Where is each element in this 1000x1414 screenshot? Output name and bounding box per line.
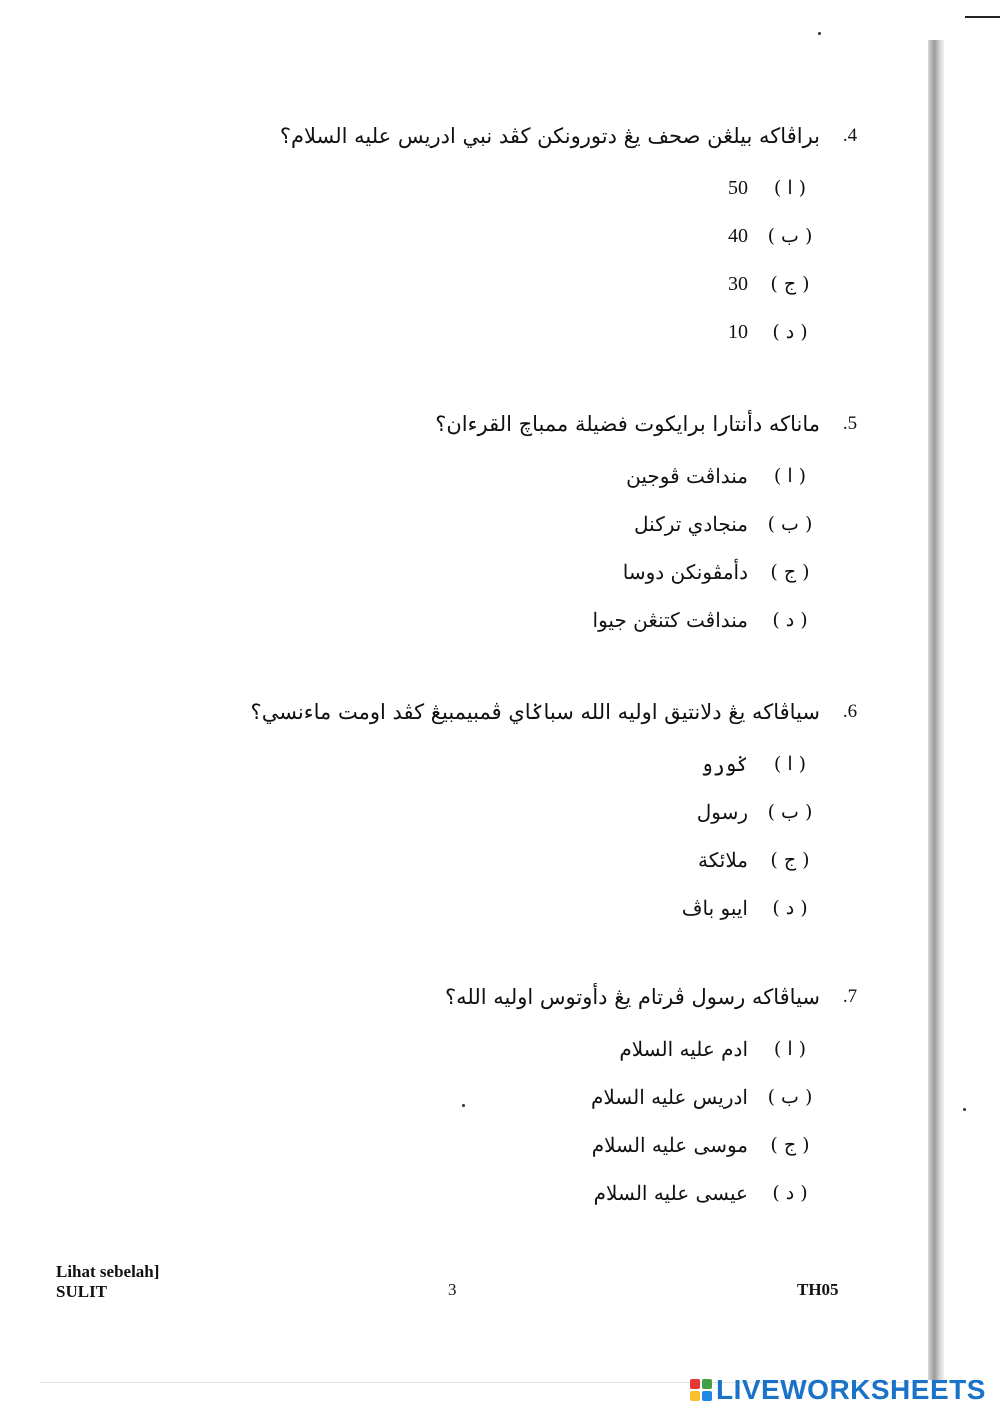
option-text: 50 [728, 176, 748, 199]
option-text: 30 [728, 272, 748, 295]
logo-square-yellow [690, 1391, 700, 1401]
option-label: ( د ) [772, 609, 808, 631]
option-label: ( ا ) [773, 465, 807, 487]
option-c[interactable] [170, 1121, 820, 1169]
footer-sulit: SULIT [56, 1282, 108, 1301]
logo-square-green [702, 1379, 712, 1389]
options-list [170, 740, 870, 932]
question-number: 7. [842, 986, 858, 1007]
option-d[interactable] [170, 1169, 820, 1217]
option-text: ايبو باڤ [681, 896, 748, 920]
option-label: ( ب ) [767, 1086, 813, 1108]
option-text: رسول [696, 800, 748, 824]
option-text: منداڤت ڤوجين [626, 464, 748, 488]
option-text: ملائكة [698, 848, 748, 872]
option-label: ( د ) [772, 897, 808, 919]
option-text: عيسى عليه السلام [593, 1181, 748, 1205]
option-label: ( د ) [772, 1182, 808, 1204]
liveworksheets-logo-icon [690, 1379, 712, 1401]
footer-lihat-sebelah: Lihat sebelah] [56, 1262, 160, 1281]
question-7 [170, 975, 870, 1217]
option-a[interactable] [170, 164, 820, 212]
scan-page-edge [928, 40, 944, 1380]
option-label: ( ج ) [770, 273, 810, 295]
option-b[interactable] [170, 788, 820, 836]
option-text: ݢورو [701, 752, 748, 776]
question-text: ماناكه دأنتارا برايكوت فضيلة ممباچ القرءان؟ [435, 412, 820, 436]
option-label: ( ا ) [773, 753, 807, 775]
option-b[interactable] [170, 1073, 820, 1121]
option-text: موسى عليه السلام [591, 1133, 748, 1157]
option-text: ادم عليه السلام [619, 1037, 748, 1061]
option-b[interactable] [170, 500, 820, 548]
options-list [170, 164, 870, 356]
option-text: منجادي تركنل [634, 512, 748, 536]
option-label: ( د ) [772, 321, 808, 343]
option-b[interactable] [170, 212, 820, 260]
option-c[interactable] [170, 836, 820, 884]
option-text: 40 [728, 224, 748, 247]
question-text: براڤاكه بيلڠن صحف يڠ دتورونكن كڤد نبي ادريس عليه السلام؟ [279, 124, 820, 148]
logo-square-red [690, 1379, 700, 1389]
option-label: ( ا ) [773, 177, 807, 199]
question-6 [170, 690, 870, 932]
liveworksheets-watermark [690, 1374, 986, 1406]
option-text: دأمڤونكن دوسا [622, 560, 748, 584]
question-number: 4. [842, 125, 858, 146]
option-a[interactable] [170, 452, 820, 500]
option-label: ( ب ) [767, 513, 813, 535]
question-4 [170, 114, 870, 356]
option-d[interactable] [170, 884, 820, 932]
option-d[interactable] [170, 308, 820, 356]
logo-square-blue [702, 1391, 712, 1401]
question-text: سياڤاكه يڠ دلانتيق اوليه الله سباݢاي ڤمبيمبيڠ كڤد اومت ماءنسي؟ [250, 700, 820, 724]
option-text: 10 [728, 320, 748, 343]
option-label: ( ج ) [770, 849, 810, 871]
option-label: ( ب ) [767, 801, 813, 823]
option-label: ( ج ) [770, 561, 810, 583]
option-text: ادريس عليه السلام [590, 1085, 748, 1109]
option-text: منداڤت كتنڠن جيوا [592, 608, 748, 632]
question-text: سياڤاكه رسول ڤرتام يڠ دأوتوس اوليه الله؟ [444, 985, 820, 1009]
option-c[interactable] [170, 260, 820, 308]
option-a[interactable] [170, 740, 820, 788]
brand-name: LIVEWORKSHEETS [716, 1374, 986, 1405]
option-c[interactable] [170, 548, 820, 596]
option-label: ( ج ) [770, 1134, 810, 1156]
option-a[interactable] [170, 1025, 820, 1073]
page-number: 3 [448, 1280, 457, 1299]
question-number: 6. [842, 701, 858, 722]
options-list [170, 452, 870, 644]
scan-speck [963, 1108, 966, 1111]
paper-code: TH05 [797, 1280, 839, 1299]
option-label: ( ب ) [767, 225, 813, 247]
option-d[interactable] [170, 596, 820, 644]
question-5 [170, 402, 870, 644]
question-number: 5. [842, 413, 858, 434]
scan-top-line [965, 16, 1000, 18]
option-label: ( ا ) [773, 1038, 807, 1060]
scan-speck [818, 32, 821, 35]
footer-left [56, 1262, 159, 1302]
options-list [170, 1025, 870, 1217]
